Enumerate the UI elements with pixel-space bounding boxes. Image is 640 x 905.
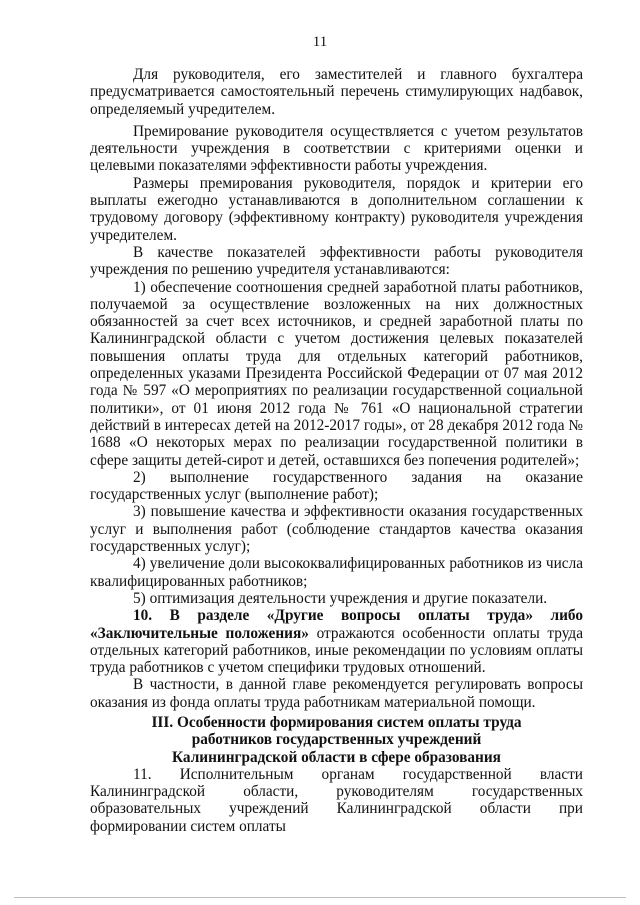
heading-line-1: III. Особенности формирования систем оплаты труда	[151, 713, 522, 731]
document-body	[90, 66, 583, 835]
paragraph-managers-bonuses: Для руководителя, его заместителей и главного бухгалтера предусматривается самостоятельный перечень стимулирующих надбавок, определяемый учредителем.	[90, 66, 583, 118]
list-item-4: 4) увеличение доли высококвалифицированных работников из числа квалифицированных работников;	[90, 555, 583, 590]
section-heading	[90, 714, 583, 766]
section-10-bold-lead: 10. В разделе «Другие вопросы оплаты труда» либо «Заключительные положения»	[90, 607, 583, 642]
paragraph-premium-basis: Премирование руководителя осуществляется с учетом результатов деятельности учреждения в соответствии с критериями оценки и целевыми показателями эффективности работы учреждения.	[90, 122, 583, 175]
paragraph-section-11: 11. Исполнительным органам государственной власти Калининградской области, руководителям государственных образовательных учреждений Калининградской области при формировании систем оплаты	[90, 765, 583, 835]
paragraph-indicators-intro: В качестве показателей эффективности работы руководителя учреждения по решению учредителя устанавливаются:	[90, 243, 583, 279]
list-item-5: 5) оптимизация деятельности учреждения и другие показатели.	[133, 589, 548, 607]
page-bottom-edge	[14, 897, 626, 898]
section-10-text: отражаются особенности оплаты труда отдельных категорий работников, иные рекомендации по условиям оплаты труда работников с учетом специфики трудовых отношений.	[90, 624, 583, 677]
heading-line-2: работников государственных учреждений	[191, 731, 482, 749]
paragraph-material-aid: В частности, в данной главе рекомендуется регулировать вопросы оказания из фонда оплаты труда работникам материальной помощи.	[90, 676, 583, 711]
paragraph-premium-amounts: Размеры премирования руководителя, порядок и критерии его выплаты ежегодно устанавливаются в дополнительном соглашении к трудовому договору (эффективному контракту) руководителя учреждения учредителем.	[90, 174, 583, 244]
page-number: 11	[312, 34, 328, 50]
list-item-3: 3) повышение качества и эффективности оказания государственных услуг и выполнения работ (соблюдение стандартов качества оказания государственных услуг);	[90, 503, 583, 556]
paragraph-section-10	[90, 607, 583, 676]
list-item-1: 1) обеспечение соотношения средней заработной платы работников, получаемой за осуществление возложенных на них должностных обязанностей за счет всех источников, и средней заработной платы по Калининградской области с учетом достижения целевых показателей повышения оплаты труда для отдельных категорий работников, определенных указами Президента Российской Федерации от 07 мая 2012 года № 597 «О мероприятиях по реализации государственной социальной политики», от 01 июня 2012 года № 761 «О национальной стратегии действий в интересах детей на 2012-2017 годы», от 28 декабря 2012 года № 1688 «О некоторых мерах по реализации государственной политики в сфере защиты детей-сирот и детей, оставшихся без попечения родителей»;	[90, 278, 583, 469]
list-item-2: 2) выполнение государственного задания на оказание государственных услуг (выполнение работ);	[90, 468, 583, 504]
heading-line-3: Калининградской области в сфере образования	[172, 748, 501, 766]
